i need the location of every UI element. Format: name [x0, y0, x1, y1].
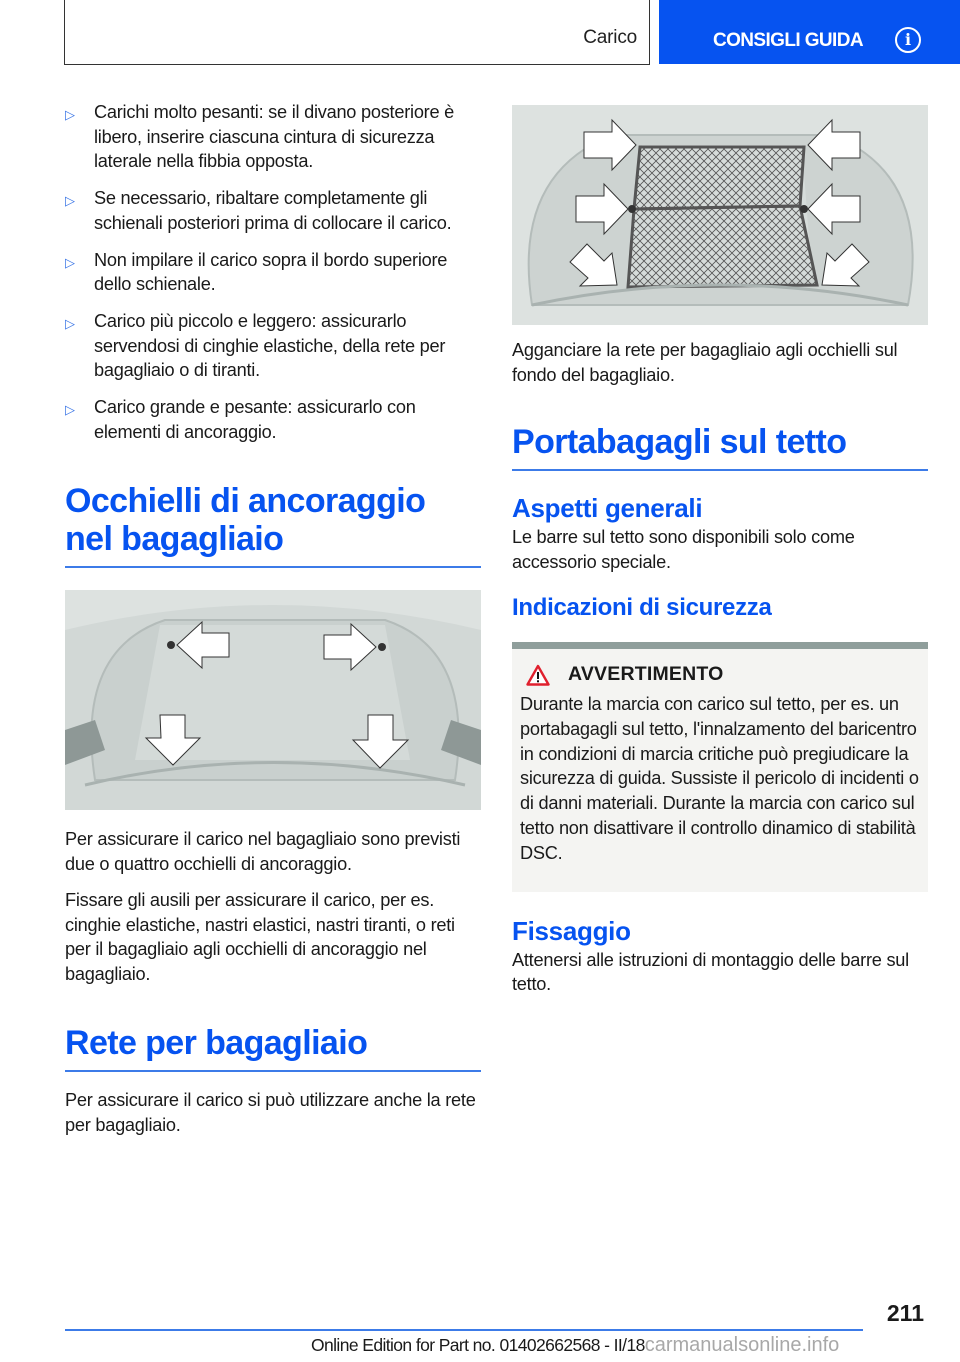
luggage-net-paragraph: Per assicurare il carico si può utilizzare anche la rete per bagagliaio.	[65, 1090, 476, 1135]
load-bullet-list	[65, 100, 481, 444]
fixing-paragraph: Attenersi alle istruzioni di montaggio delle barre sul tetto.	[512, 949, 909, 995]
figure-caption-net: Agganciare la rete per bagagliaio agli occhielli sul fondo del bagagliaio.	[512, 340, 898, 385]
figure-trunk-eyelets	[65, 590, 481, 810]
bullet-triangle-icon: ▷	[65, 402, 75, 417]
edition-text: Online Edition for Part no. 01402662568 - II/18	[311, 1335, 645, 1355]
warning-box	[512, 642, 928, 892]
heading-general-aspects: Aspetti generali	[512, 493, 703, 523]
eyelets-paragraph-1: Per assicurare il carico nel bagagliaio sono previsti due o quattro occhielli di ancoraggio.	[65, 829, 461, 874]
header-section-title: Carico	[583, 27, 637, 48]
heading-safety-notes: Indicazioni di sicurezza	[512, 594, 772, 621]
bullet-triangle-icon: ▷	[65, 316, 75, 331]
general-aspects-paragraph: Le barre sul tetto sono disponibili solo come accessorio speciale.	[512, 527, 855, 572]
warning-triangle-icon	[526, 664, 550, 686]
bullet-triangle-icon: ▷	[65, 107, 75, 122]
footer-divider	[65, 1329, 863, 1331]
list-item: ▷ Non impilare il carico sopra il bordo superiore dello schienale.	[65, 249, 448, 294]
info-icon: i	[895, 27, 921, 53]
heading-roof-rack: Portabagagli sul tetto	[512, 423, 928, 471]
list-item: ▷ Se necessario, ribaltare completamente gli schienali posteriori prima di collocare il carico.	[65, 188, 452, 233]
list-item: ▷ Carico grande e pesante: assicurarlo con elementi di ancoraggio.	[65, 397, 416, 442]
list-item: ▷ Carichi molto pesanti: se il divano posteriore è libero, inserire ciascuna cintura di sicurezza laterale nella fibbia opposta.	[65, 102, 455, 171]
heading-anchoring-eyelets: Occhielli di ancoraggio nel bagagliaio	[65, 482, 481, 568]
bullet-triangle-icon: ▷	[65, 193, 75, 208]
warning-text: Durante la marcia con carico sul tetto, per es. un portabagagli sul tetto, l'innalzamento del baricentro in condizioni di marcia critiche può pregiudicare la sicurezza di guida. Sussiste il pericolo di incidenti o di danni materiali. Durante la marcia con carico sul tetto non disattivare il controllo dinamico di stabilità DSC.	[520, 694, 919, 863]
page-number: 211	[886, 1300, 924, 1326]
warning-label: AVVERTIMENTO	[568, 663, 724, 685]
list-item: ▷ Carico più piccolo e leggero: assicurarlo servendosi di cinghie elastiche, della rete per bagagliaio o di tiranti.	[65, 311, 446, 380]
heading-luggage-net: Rete per bagagliaio	[65, 1024, 481, 1072]
header-section-box	[64, 0, 650, 65]
chapter-tab-consigli-guida[interactable]	[659, 0, 960, 64]
left-column	[65, 100, 481, 1137]
warning-title	[520, 663, 920, 686]
luggage-net-illustration	[512, 105, 928, 325]
heading-fixing: Fissaggio	[512, 915, 631, 946]
footer-edition	[311, 1334, 839, 1357]
trunk-eyelets-illustration	[65, 590, 481, 810]
bullet-triangle-icon: ▷	[65, 254, 75, 270]
figure-luggage-net	[512, 105, 928, 325]
chapter-tab-label: CONSIGLI GUIDA	[713, 30, 863, 51]
eyelets-paragraph-2: Fissare gli ausili per assicurare il carico, per es. cinghie elastiche, nastri elastici, nastri tiranti, o reti per il bagagliaio agli occhielli di ancoraggio nel bagagliaio.	[65, 890, 455, 984]
right-column	[512, 100, 928, 997]
watermark-text: carmanualsonline.info	[644, 1334, 840, 1356]
